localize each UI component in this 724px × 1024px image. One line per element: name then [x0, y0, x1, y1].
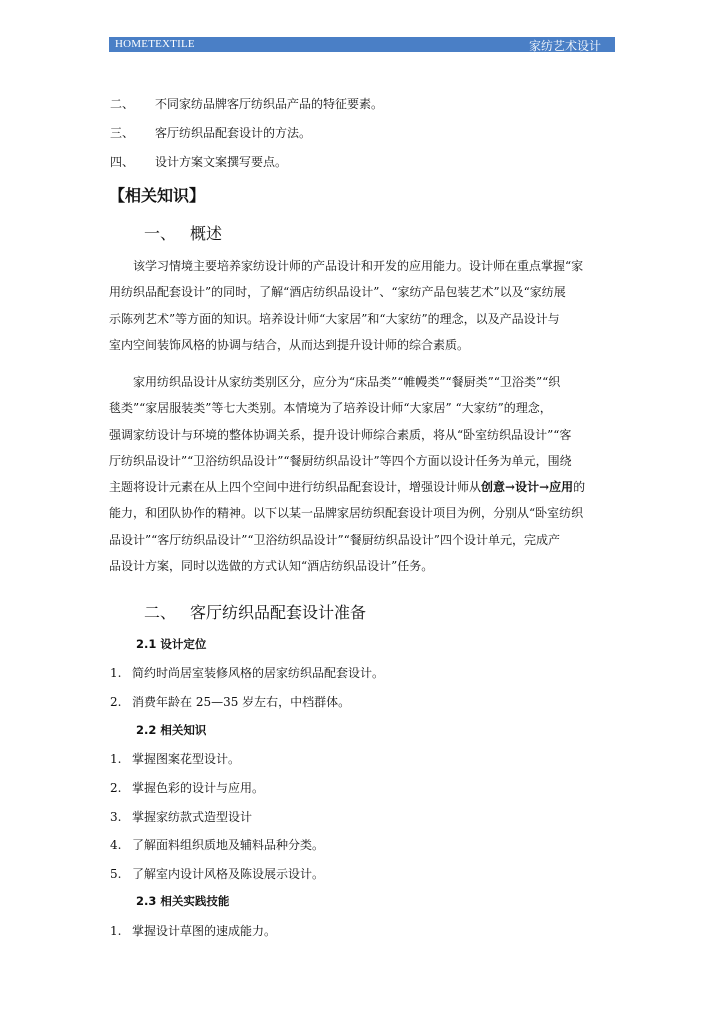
line-text: 主题将设计元素在从上四个空间中进行纺织品配套设计，增强设计师从: [109, 480, 482, 495]
item-text: 掌握家纺款式造型设计: [132, 810, 253, 824]
item-number: 2.: [110, 781, 122, 795]
subsection-heading: 2.1 设计定位: [136, 637, 207, 651]
paragraph-line: 室内空间装饰风格的协调与结合，从而达到提升设计师的综合素质。: [109, 337, 470, 352]
item-text: 了解室内设计风格及陈设展示设计。: [132, 867, 325, 881]
list-item: [110, 779, 264, 796]
item-number: 1.: [110, 924, 122, 938]
knowledge-heading: 【相关知识】: [109, 186, 206, 205]
paragraph-overview-1: [109, 253, 615, 358]
item-number: 5.: [110, 867, 122, 881]
paragraph-line: 示陈列艺术”等方面的知识。培养设计师“大家居”和“大家纺”的理念，以及产品设计与: [109, 311, 560, 326]
item-number: 1.: [110, 666, 122, 680]
paragraph-line-emphasis: [109, 474, 615, 500]
paragraph-line: 用纺织品配套设计”的同时，了解“酒店纺织品设计”、“家纺产品包装艺术”以及“家纺展: [109, 285, 566, 300]
list-item: [110, 124, 311, 141]
item-number: 二、: [110, 97, 135, 111]
paragraph-overview-2: [109, 369, 615, 579]
paragraph-line: 家用纺织品设计从家纺类别区分，应分为“床品类”“帷幔类”“餐厨类”“卫浴类”“织: [133, 375, 561, 389]
item-text: 掌握图案花型设计。: [132, 752, 241, 766]
emphasis-text: 创意→设计→应用: [481, 480, 574, 495]
list-item: [110, 836, 324, 853]
item-number: 1.: [110, 752, 122, 766]
item-number: 4.: [110, 838, 122, 852]
section-title: 客厅纺织品配套设计准备: [190, 603, 367, 622]
paragraph-line: 品设计方案，同时以选做的方式认知“酒店纺织品设计”任务。: [109, 559, 434, 574]
item-text: 掌握设计草图的速成能力。: [132, 924, 277, 938]
list-item: [110, 922, 276, 939]
line-text: 的: [573, 480, 586, 495]
item-text: 设计方案文案撰写要点。: [155, 155, 288, 169]
list-item: [110, 153, 287, 170]
subsection-heading: 2.2 相关知识: [136, 723, 207, 737]
item-text: 掌握色彩的设计与应用。: [132, 781, 265, 795]
list-item: [110, 808, 252, 825]
section-number: 一、: [144, 224, 177, 243]
item-text: 简约时尚居室装修风格的居家纺织品配套设计。: [132, 666, 385, 680]
item-number: 三、: [110, 126, 135, 140]
item-number: 四、: [110, 155, 135, 169]
paragraph-line: 品设计”“客厅纺织品设计”“卫浴纺织品设计”“餐厨纺织品设计”四个设计单元，完成产: [109, 532, 560, 547]
paragraph-line: 强调家纺设计与环境的整体协调关系，提升设计师综合素质，将从“卧室纺织品设计”“客: [109, 427, 572, 442]
section-title: 概述: [190, 224, 223, 243]
section-heading-preparation: [144, 600, 366, 623]
item-number: 2.: [110, 695, 122, 709]
paragraph-line: 能力，和团队协作的精神。以下以某一品牌家居纺织配套设计项目为例，分别从“卧室纺织: [109, 506, 584, 521]
item-text: 了解面料组织质地及辅料品种分类。: [132, 838, 325, 852]
item-text: 不同家纺品牌客厅纺织品产品的特征要素。: [155, 97, 384, 111]
paragraph-line: 毯类”“家居服装类”等七大类别。本情境为了培养设计师“大家居” “大家纺”的理念，: [109, 401, 552, 416]
list-item: [110, 693, 350, 710]
paragraph-line: 厅纺织品设计”“卫浴纺织品设计”“餐厨纺织品设计”等四个方面以设计任务为单元，围绕: [109, 453, 572, 468]
section-heading-overview: [144, 221, 222, 244]
subsection-heading: 2.3 相关实践技能: [136, 894, 230, 908]
header-left-text: HOMETEXTILE: [115, 38, 195, 50]
page-header: [109, 37, 615, 52]
item-text: 客厅纺织品配套设计的方法。: [155, 126, 312, 140]
list-item: [110, 95, 383, 112]
item-number: 3.: [110, 810, 122, 824]
item-text: 消费年龄在 25—35 岁左右，中档群体。: [132, 695, 351, 709]
paragraph-line: 该学习情境主要培养家纺设计师的产品设计和开发的应用能力。设计师在重点掌握“家: [133, 259, 584, 273]
header-right-text: 家纺艺术设计: [528, 39, 601, 53]
list-item: [110, 664, 384, 681]
list-item: [110, 750, 240, 767]
section-number: 二、: [144, 603, 177, 622]
list-item: [110, 865, 324, 882]
